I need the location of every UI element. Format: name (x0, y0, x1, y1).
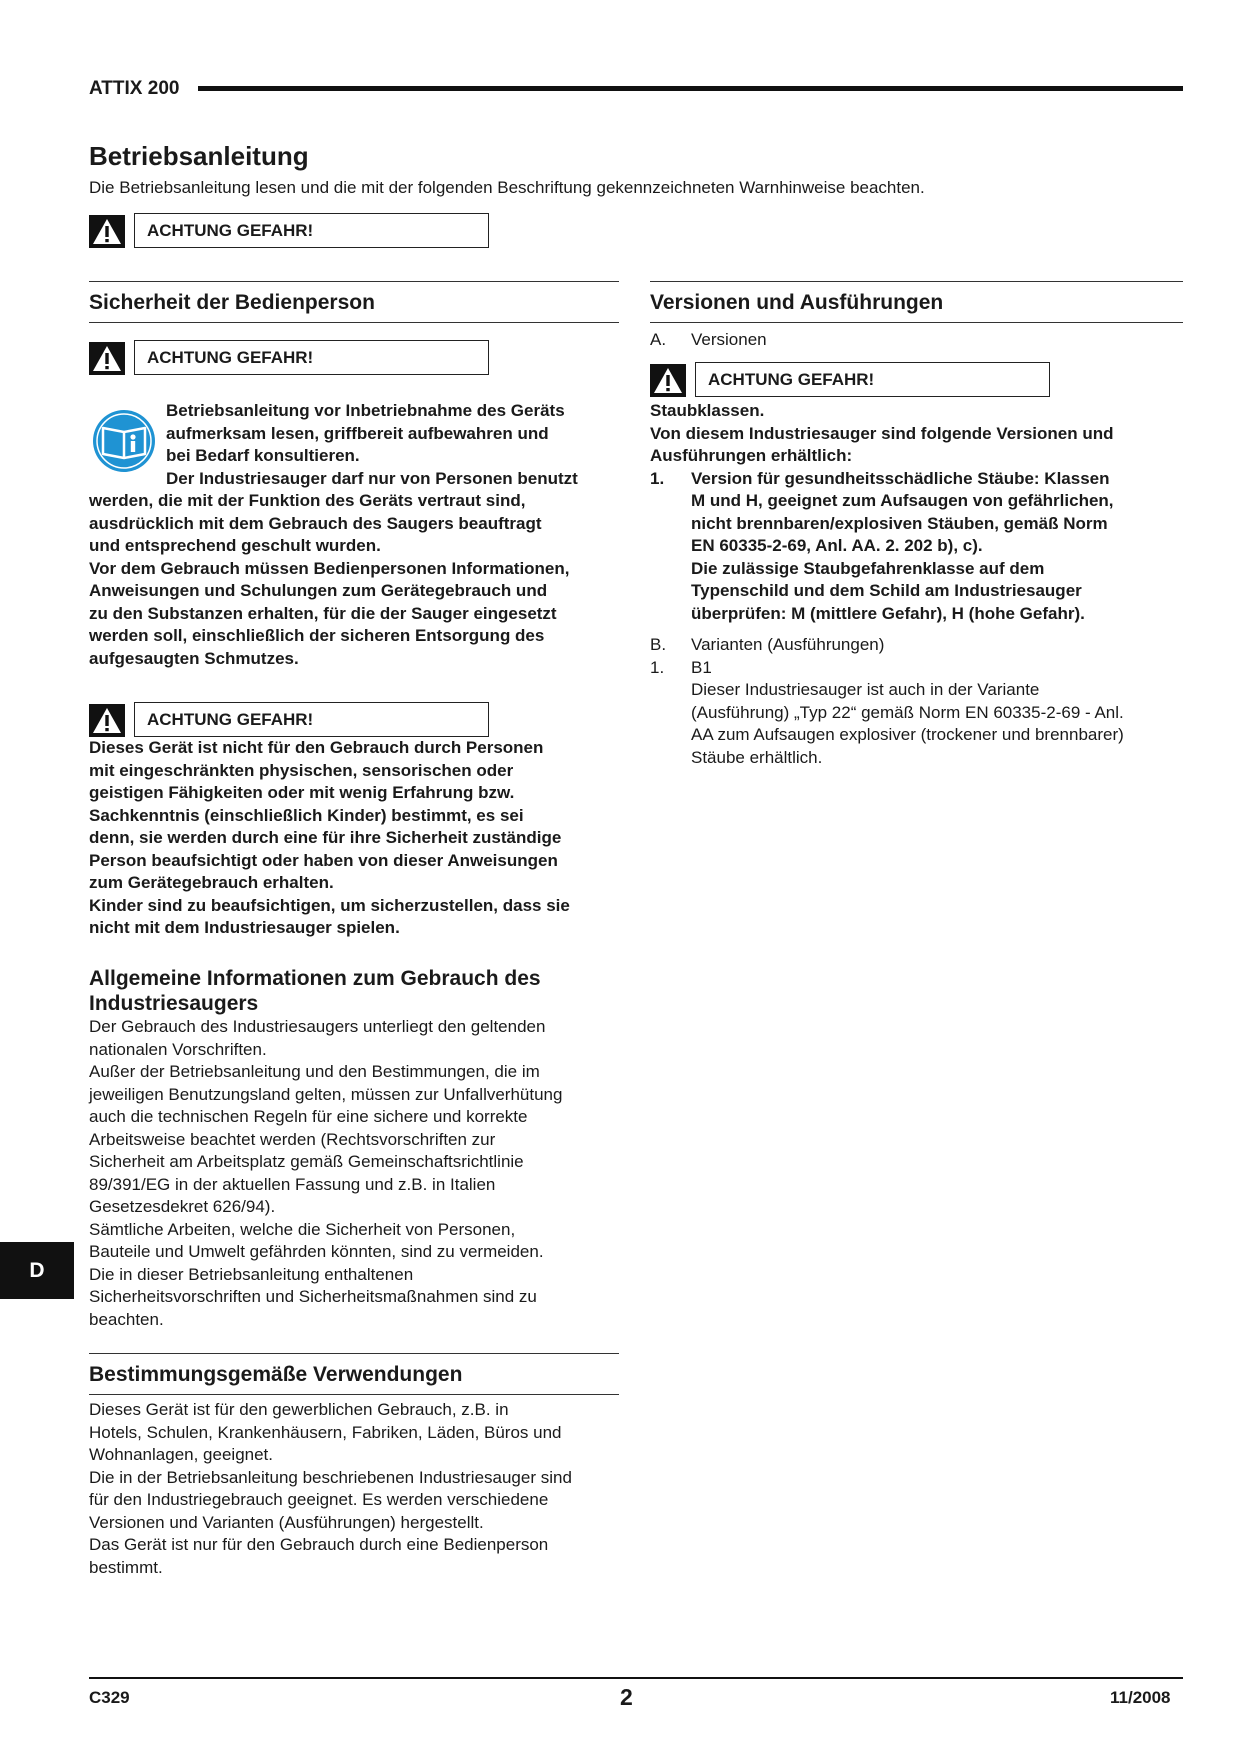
text-line: Von diesem Industriesauger sind folgende Versionen und (650, 423, 1114, 443)
text-line: nationalen Vorschriften. (89, 1039, 267, 1059)
safety-info-text (166, 400, 626, 490)
text-line: Kinder sind zu beaufsichtigen, um sicherzustellen, dass sie (89, 895, 570, 915)
warning-label: ACHTUNG GEFAHR! (134, 702, 489, 737)
text-line: Der Gebrauch des Industriesaugers unterliegt den geltenden (89, 1017, 546, 1036)
warning-icon (650, 364, 686, 397)
text-line: Staubklassen. (650, 401, 765, 420)
section-rule (89, 322, 619, 323)
text-line: mit eingeschränkten physischen, sensorischen oder (89, 760, 514, 780)
text-line: Gesetzesdekret 626/94). (89, 1197, 276, 1216)
section-title-general (89, 966, 541, 1016)
text-line: ausdrücklich mit dem Gebrauch des Saugers beauftragt (89, 513, 542, 533)
text-line: (Ausführung) „Typ 22“ gemäß Norm EN 60335-2-69 - Anl. (691, 702, 1124, 722)
warning-label: ACHTUNG GEFAHR! (695, 362, 1050, 397)
page-title: Betriebsanleitung (89, 141, 309, 171)
warning-label: ACHTUNG GEFAHR! (134, 340, 489, 375)
text-line: nicht mit dem Industriesauger spielen. (89, 918, 400, 937)
text-line: überprüfen: M (mittlere Gefahr), H (hohe Gefahr). (691, 603, 1085, 623)
text-line: Sicherheitsvorschriften und Sicherheitsmaßnahmen sind zu (89, 1287, 537, 1306)
text-line: jeweiligen Benutzungsland gelten, müssen zur Unfallverhütung (89, 1084, 563, 1104)
warning-icon (89, 704, 125, 737)
intended-text (89, 1399, 634, 1579)
list-marker: B. (650, 635, 667, 654)
text-line: beachten. (89, 1309, 164, 1329)
text-line: Sachkenntnis (einschließlich Kinder) bestimmt, es sei (89, 805, 524, 825)
text-line: zum Gerätegebrauch erhalten. (89, 873, 334, 892)
text-line: Versionen und Varianten (Ausführungen) hergestellt. (89, 1512, 484, 1532)
text-line: nicht brennbaren/explosiven Stäuben, gemäß Norm (691, 513, 1108, 533)
text-line: werden soll, einschließlich der sicheren Entsorgung des (89, 626, 545, 645)
section-rule (89, 1394, 619, 1395)
text-line: Sicherheit am Arbeitsplatz gemäß Gemeinschaftsrichtlinie (89, 1152, 524, 1171)
text-line: Betriebsanleitung vor Inbetriebnahme des Geräts (166, 401, 565, 420)
product-title: ATTIX 200 (89, 78, 180, 99)
section-rule (650, 322, 1183, 323)
text-line: aufmerksam lesen, griffbereit aufbewahren und (166, 423, 549, 443)
text-line: Dieses Gerät ist für den gewerblichen Gebrauch, z.B. in (89, 1400, 509, 1419)
section-rule (650, 281, 1183, 282)
text-line: Bauteile und Umwelt gefährden könnten, sind zu vermeiden. (89, 1242, 544, 1261)
text-line: Die in der Betriebsanleitung beschriebenen Industriesauger sind (89, 1467, 572, 1487)
warning-icon (89, 342, 125, 375)
warning-box (89, 213, 489, 250)
language-tab: D (0, 1242, 74, 1299)
list-label: Varianten (Ausführungen) (691, 635, 885, 654)
warning-box (89, 340, 489, 377)
text-line: geistigen Fähigkeiten oder mit wenig Erfahrung bzw. (89, 783, 515, 802)
text-line: Dieser Industriesauger ist auch in der Variante (691, 680, 1040, 699)
title-line: Industriesaugers (89, 992, 259, 1015)
versions-bold-text (650, 400, 1185, 625)
text-line: AA zum Aufsaugen explosiver (trockener und brennbarer) (691, 725, 1124, 744)
text-line: Außer der Betriebsanleitung und den Bestimmungen, die im (89, 1062, 540, 1081)
document-date: 11/2008 (1110, 1688, 1171, 1707)
text-line: 89/391/EG in der aktuellen Fassung und z.B. in Italien (89, 1174, 496, 1194)
text-line: Arbeitsweise beachtet werden (Rechtsvorschriften zur (89, 1129, 496, 1149)
section-title-safety: Sicherheit der Bedienperson (89, 291, 375, 314)
text-line: B1 (691, 657, 712, 677)
text-line: für den Industriegebrauch geeignet. Es werden verschiedene (89, 1490, 549, 1509)
list-marker: A. (650, 330, 667, 349)
text-line: Version für gesundheitsschädliche Stäube: Klassen (691, 468, 1110, 488)
text-line: Sämtliche Arbeiten, welche die Sicherheit von Personen, (89, 1219, 516, 1239)
text-line: Hotels, Schulen, Krankenhäusern, Fabriken, Läden, Büros und (89, 1422, 562, 1442)
text-line: Das Gerät ist nur für den Gebrauch durch eine Bedienperson (89, 1535, 549, 1554)
text-line: EN 60335-2-69, Anl. AA. 2. 202 b), c). (691, 536, 983, 555)
text-line: Dieses Gerät ist nicht für den Gebrauch durch Personen (89, 738, 544, 757)
text-line: M und H, geeignet zum Aufsaugen von gefährlichen, (691, 491, 1114, 510)
text-line: Person beaufsichtigt oder haben von dieser Anweisungen (89, 850, 558, 870)
text-line: Typenschild und dem Schild am Industriesauger (691, 581, 1082, 600)
list-marker: 1. (650, 657, 665, 677)
section-rule (89, 1353, 619, 1354)
text-line: auch die technischen Regeln für eine sichere und korrekte (89, 1107, 528, 1126)
text-line: Anweisungen und Schulungen zum Gerätegebrauch und (89, 581, 548, 600)
warning-box (650, 362, 1050, 399)
warning-text (89, 737, 629, 940)
document-code: C329 (89, 1688, 130, 1707)
title-line: Allgemeine Informationen zum Gebrauch des (89, 967, 541, 990)
list-label: Versionen (691, 330, 767, 349)
text-line: und entsprechend geschult wurden. (89, 536, 381, 555)
safety-body-text (89, 490, 629, 670)
list-item-a (650, 329, 1183, 352)
section-rule (89, 281, 619, 282)
footer-rule (89, 1677, 1183, 1679)
text-line: Wohnanlagen, geeignet. (89, 1445, 274, 1464)
text-line: Die zulässige Staubgefahrenklasse auf dem (691, 558, 1045, 578)
page-number: 2 (620, 1684, 633, 1710)
warning-box (89, 702, 489, 739)
text-line: bei Bedarf konsultieren. (166, 446, 360, 465)
warning-label: ACHTUNG GEFAHR! (134, 213, 489, 248)
list-marker: 1. (650, 468, 665, 488)
text-line: werden, die mit der Funktion des Geräts vertraut sind, (89, 491, 526, 510)
general-text (89, 1016, 634, 1331)
read-manual-icon (92, 409, 156, 473)
list-item-b (650, 634, 1185, 769)
section-title-versions: Versionen und Ausführungen (650, 291, 944, 314)
section-title-intended: Bestimmungsgemäße Verwendungen (89, 1363, 463, 1386)
text-line: Vor dem Gebrauch müssen Bedienpersonen Informationen, (89, 558, 570, 578)
text-line: Der Industriesauger darf nur von Personen benutzt (166, 468, 578, 488)
text-line: Die in dieser Betriebsanleitung enthaltenen (89, 1264, 414, 1284)
text-line: denn, sie werden durch eine für ihre Sicherheit zuständige (89, 828, 562, 847)
warning-icon (89, 215, 125, 248)
text-line: aufgesaugten Schmutzes. (89, 648, 299, 668)
intro-text: Die Betriebsanleitung lesen und die mit der folgenden Beschriftung gekennzeichneten Warnhinweise beachten. (89, 178, 925, 197)
header-rule (198, 86, 1183, 91)
text-line: Ausführungen erhältlich: (650, 446, 853, 465)
text-line: bestimmt. (89, 1557, 163, 1577)
text-line: Stäube erhältlich. (691, 747, 823, 767)
text-line: zu den Substanzen erhalten, für die der Sauger eingesetzt (89, 603, 557, 623)
